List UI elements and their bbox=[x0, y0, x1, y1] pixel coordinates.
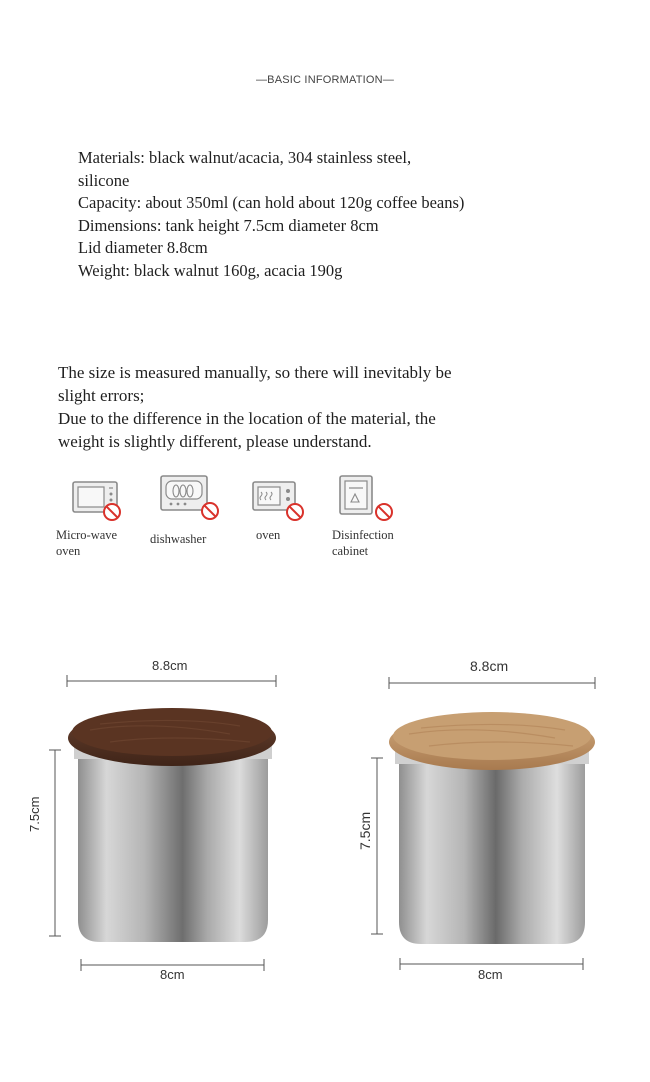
care-item-microwave bbox=[56, 474, 136, 559]
section-title: —BASIC INFORMATION— bbox=[255, 74, 395, 86]
spec-weight: Weight: black walnut 160g, acacia 190g bbox=[78, 260, 343, 280]
care-item-oven bbox=[250, 474, 320, 543]
care-label: Micro-wave bbox=[56, 528, 118, 542]
care-label: Disinfection bbox=[332, 528, 394, 542]
note-line: The size is measured manually, so there will inevitably be bbox=[58, 363, 452, 382]
spec-list bbox=[78, 147, 538, 282]
spec-materials-cont: silicone bbox=[78, 170, 130, 190]
walnut-canister-drawing bbox=[0, 650, 325, 1000]
care-item-disinfection-cabinet bbox=[332, 474, 422, 559]
product-acacia bbox=[325, 650, 650, 1000]
lid-width-label: 8.8cm bbox=[470, 658, 509, 674]
height-label: 7.5cm bbox=[27, 796, 42, 832]
note-line: weight is slightly different, please understand. bbox=[58, 432, 372, 451]
measurement-note bbox=[58, 361, 528, 453]
note-line: Due to the difference in the location of the material, the bbox=[58, 409, 436, 428]
care-label: dishwasher bbox=[150, 532, 207, 546]
dishwasher-icon bbox=[156, 472, 226, 524]
care-label: oven bbox=[56, 544, 81, 558]
lid-width-label: 8.8cm bbox=[152, 658, 188, 673]
height-label: 7.5cm bbox=[357, 811, 373, 850]
spec-capacity: Capacity: about 350ml (can hold about 120g coffee beans) bbox=[78, 193, 465, 212]
care-label: oven bbox=[256, 528, 281, 542]
diameter-label: 8cm bbox=[160, 967, 185, 982]
oven-icon bbox=[250, 474, 310, 524]
note-line: slight errors; bbox=[58, 386, 145, 405]
microwave-icon bbox=[68, 474, 138, 524]
care-item-dishwasher bbox=[150, 474, 230, 547]
disinfection-cabinet-icon bbox=[332, 474, 402, 524]
spec-materials: Materials: black walnut/acacia, 304 stainless steel, bbox=[78, 148, 412, 167]
spec-lid: Lid diameter 8.8cm bbox=[78, 238, 208, 257]
care-label: cabinet bbox=[332, 544, 369, 558]
diameter-label: 8cm bbox=[478, 967, 503, 982]
acacia-canister-drawing bbox=[325, 650, 650, 1000]
product-walnut bbox=[0, 650, 325, 1000]
spec-dimensions: Dimensions: tank height 7.5cm diameter 8cm bbox=[78, 215, 379, 235]
